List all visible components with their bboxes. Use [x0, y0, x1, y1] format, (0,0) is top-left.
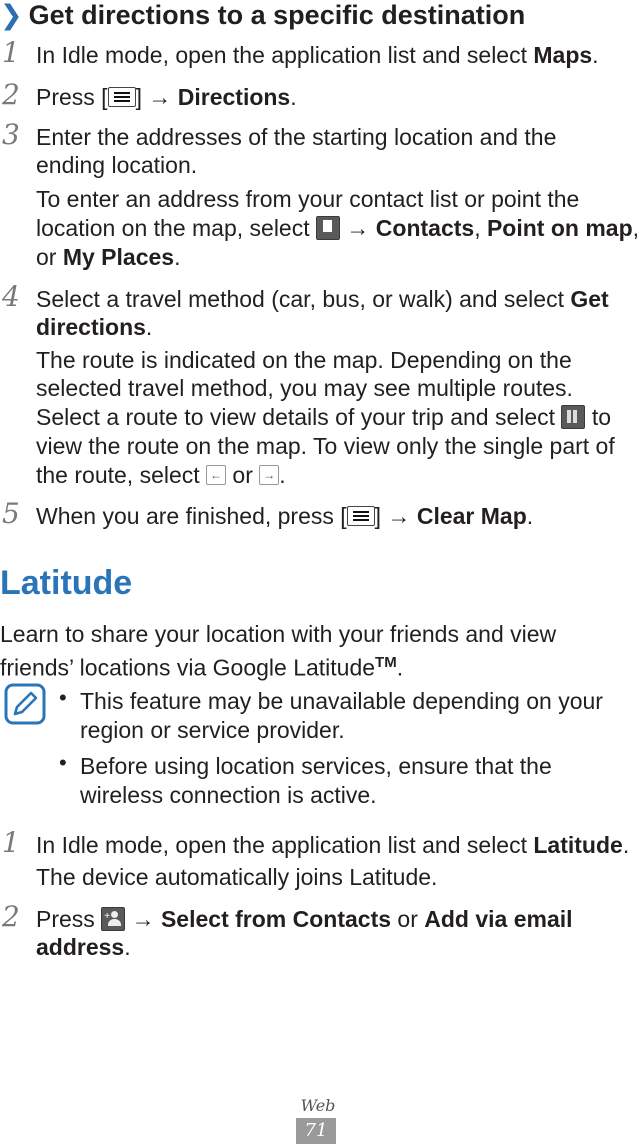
step-2-text: Press [ ] → Directions.	[36, 84, 297, 110]
intro-line1: Learn to share your location with your friends and view	[0, 621, 557, 647]
step-5-text: When you are finished, press [ ] → Clear Map.	[36, 503, 534, 529]
step-4-sub-line5: the route, select ← or → .	[36, 462, 286, 488]
next-arrow-icon: →	[259, 465, 279, 485]
step-number: 2	[2, 78, 20, 111]
step-4-line1: Select a travel method (car, bus, or walk) and select Get	[36, 286, 609, 312]
note-pencil-icon	[4, 683, 46, 725]
step-3-sub-line2: location on the map, select → Contacts, Point on map,	[36, 215, 639, 241]
latitude-step-1-sub: The device automatically joins Latitude.	[36, 864, 438, 890]
note-1-line1: This feature may be unavailable depending on your	[80, 688, 603, 714]
note-2-line2: wireless connection is active.	[80, 782, 377, 808]
step-3-sub-line3: or My Places.	[36, 244, 181, 270]
latitude-step-2-line2: address.	[36, 934, 131, 960]
step-3-sub-line1: To enter an address from your contact list or point the	[36, 186, 580, 212]
latitude-step-1-text: In Idle mode, open the application list and select Latitude.	[36, 832, 630, 858]
step-number: 4	[2, 280, 20, 313]
step-3-line1: Enter the addresses of the starting location and the	[36, 124, 557, 150]
step-number: 5	[2, 497, 20, 530]
step-3-line2: ending location.	[36, 152, 198, 178]
step-4-line2: directions.	[36, 314, 153, 340]
bullet: •	[59, 685, 67, 710]
step-1-text: In Idle mode, open the application list and select Maps.	[36, 42, 599, 68]
section-heading	[0, 0, 525, 32]
map-view-icon	[561, 405, 585, 429]
step-4-sub-line4: view the route on the map. To view only the single part of	[36, 433, 615, 459]
bullet: •	[59, 750, 67, 775]
footer-section-label: Web	[300, 1096, 336, 1115]
page-number: 71	[296, 1118, 336, 1144]
contact-select-icon	[316, 216, 340, 240]
previous-arrow-icon: ←	[206, 465, 226, 485]
step-number: 3	[2, 118, 20, 151]
note-1-line2: region or service provider.	[80, 717, 345, 743]
menu-key-icon	[347, 506, 375, 526]
intro-line2: friends’ locations via Google Latitude™.	[0, 654, 404, 681]
step-number: 1	[2, 36, 20, 69]
latitude-step-2-line1: Press + → Select from Contacts or Add via email	[36, 906, 573, 932]
step-4-sub-line1: The route is indicated on the map. Depending on the	[36, 347, 572, 373]
section-title: Latitude	[0, 564, 133, 602]
step-number: 1	[2, 826, 20, 859]
step-number: 2	[2, 900, 20, 933]
chevron-right-icon: ❯	[0, 0, 23, 30]
heading-text: Get directions to a specific destination	[28, 0, 526, 30]
menu-key-icon	[108, 87, 136, 107]
step-4-sub-line3: Select a route to view details of your trip and select to	[36, 404, 612, 430]
step-4-sub-line2: selected travel method, you may see multiple routes.	[36, 375, 573, 401]
note-2-line1: Before using location services, ensure that the	[80, 753, 552, 779]
add-friend-icon: +	[101, 907, 125, 931]
